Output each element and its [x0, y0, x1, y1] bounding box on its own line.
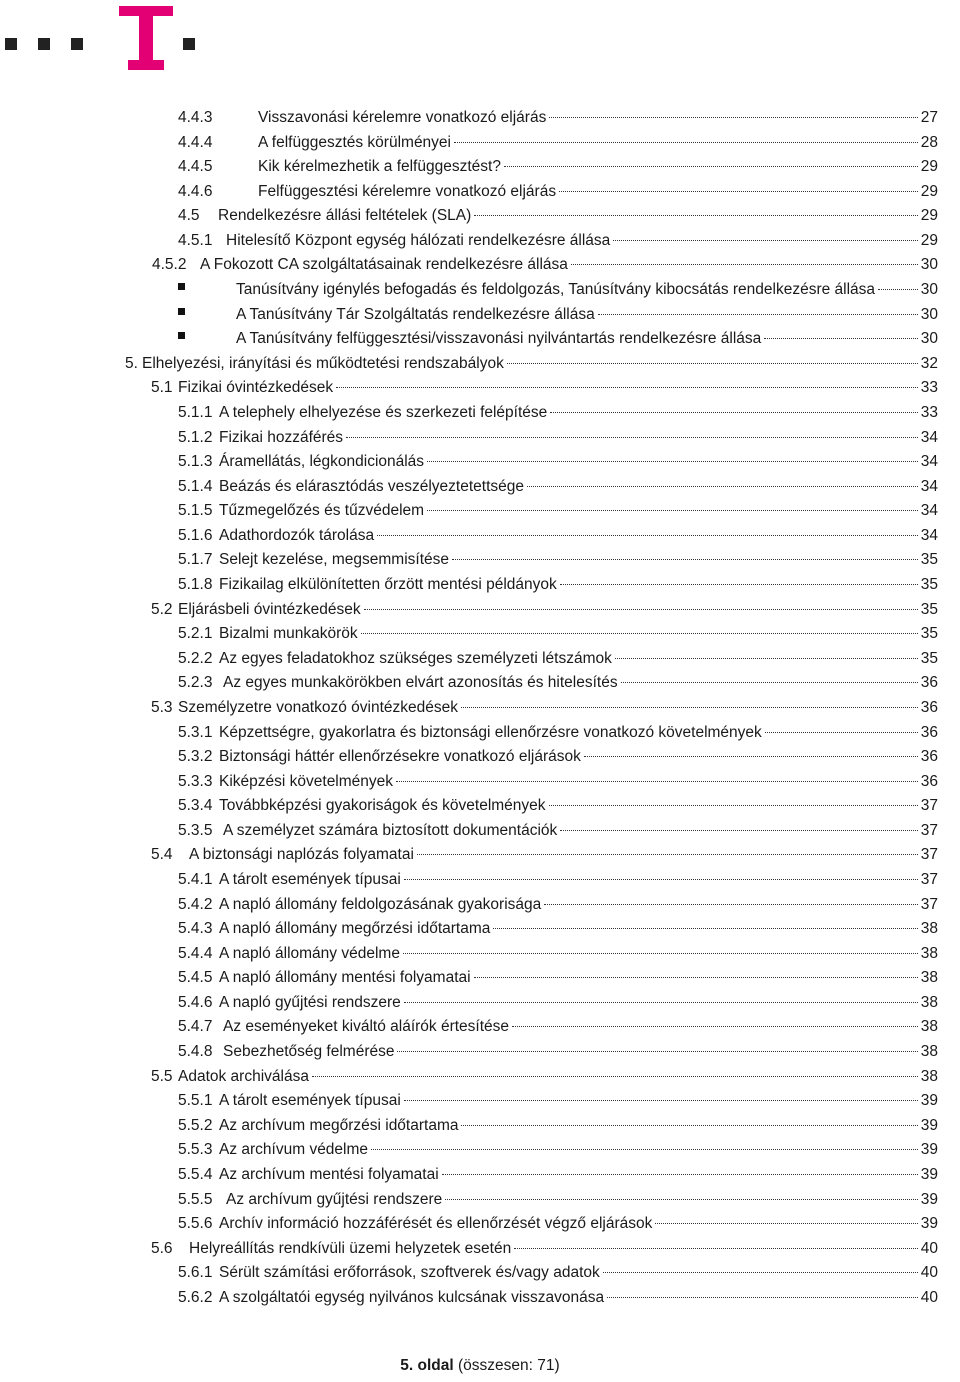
page-footer	[0, 1357, 960, 1375]
toc-entry-title: Képzettségre, gyakorlatra és biztonsági ellenőrzésre vonatkozó követelmények	[219, 723, 762, 741]
dot-leader	[504, 166, 918, 167]
dot-leader	[544, 904, 917, 905]
toc-entry-title: Rendelkezésre állási feltételek (SLA)	[218, 207, 472, 225]
toc-entry[interactable]	[178, 1040, 938, 1064]
bullet-icon	[178, 308, 185, 315]
toc-entry-page: 37	[920, 797, 938, 815]
dot-leader	[559, 191, 918, 192]
logo-dot	[38, 38, 50, 50]
toc-entry-page: 29	[920, 207, 938, 225]
toc-entry[interactable]	[151, 1237, 938, 1261]
toc-entry-page: 35	[920, 551, 938, 569]
toc-entry-title: Személyzetre vonatkozó óvintézkedések	[178, 698, 459, 716]
toc-entry-page: 29	[920, 182, 938, 200]
toc-entry-page: 33	[920, 379, 938, 397]
toc-entry-page: 29	[920, 231, 938, 249]
toc-entry-page: 30	[920, 281, 938, 299]
toc-entry-title: Fizikailag elkülönítetten őrzött mentési példányok	[219, 576, 557, 594]
toc-entry-page: 34	[920, 428, 938, 446]
dot-leader	[461, 707, 918, 708]
toc-entry-title: Selejt kezelése, megsemmisítése	[219, 551, 450, 569]
dot-leader	[560, 584, 918, 585]
toc-entry-page: 29	[920, 158, 938, 176]
dot-leader	[377, 535, 918, 536]
bullet-icon	[178, 332, 185, 339]
dot-leader	[560, 830, 917, 831]
toc-entry[interactable]	[125, 352, 938, 376]
toc-entry-number: 5.4	[151, 846, 173, 864]
dot-leader	[527, 486, 918, 487]
toc-entry-title: Az archívum mentési folyamatai	[219, 1165, 439, 1183]
toc-entry[interactable]	[178, 426, 938, 450]
page-number: 5. oldal	[400, 1357, 454, 1374]
toc-entry[interactable]	[178, 327, 938, 351]
toc-entry-page: 36	[920, 748, 938, 766]
toc-entry-page: 30	[920, 256, 938, 274]
toc-entry-number: 4.5.2	[152, 256, 187, 274]
toc-entry-page: 38	[920, 1067, 938, 1085]
toc-entry-page: 36	[920, 674, 938, 692]
toc-entry[interactable]	[178, 917, 938, 941]
toc-entry-number: 5.4.5	[178, 969, 213, 987]
toc-entry[interactable]	[178, 1138, 938, 1162]
toc-entry-number	[178, 327, 236, 351]
toc-entry-number: 5.5	[151, 1067, 173, 1085]
toc-entry-title: A Tanúsítvány Tár Szolgáltatás rendelkezésre állása	[236, 305, 595, 323]
toc-entry-number: 5.4.8	[178, 1043, 213, 1061]
dot-leader	[445, 1199, 918, 1200]
toc-entry-page: 34	[920, 453, 938, 471]
toc-entry-title: Fizikai óvintézkedések	[178, 379, 334, 397]
toc-entry-number: 5.4.3	[178, 920, 213, 938]
logo-dot	[183, 38, 195, 50]
logo-t-foot	[128, 60, 164, 70]
toc-entry-page: 35	[920, 649, 938, 667]
toc-entry-title: A felfüggesztés körülményei	[258, 133, 451, 151]
toc-entry-page: 39	[920, 1165, 938, 1183]
toc-entry-number	[178, 303, 236, 327]
toc-entry-number: 5.3.2	[178, 748, 213, 766]
logo-dot	[5, 38, 17, 50]
toc-entry-page: 30	[920, 305, 938, 323]
dot-leader	[607, 1297, 918, 1298]
toc-entry-number: 5.1.8	[178, 576, 213, 594]
toc-entry-number: 5.4.7	[178, 1018, 213, 1036]
toc-entry-page: 39	[920, 1215, 938, 1233]
dot-leader	[621, 682, 918, 683]
dot-leader	[615, 658, 918, 659]
toc-entry-number: 5.6	[151, 1239, 173, 1257]
toc-entry-number: 5.1.1	[178, 403, 213, 421]
dot-leader	[550, 412, 917, 413]
dot-leader	[549, 805, 918, 806]
toc-entry-number: 5.2.3	[178, 674, 213, 692]
toc-entry-number: 4.4.3	[178, 109, 213, 126]
toc-entry-number: 5.	[125, 354, 138, 372]
toc-entry-title: Az archívum megőrzési időtartama	[219, 1116, 459, 1134]
toc-entry-page: 37	[920, 895, 938, 913]
toc-entry-number: 5.6.2	[178, 1288, 213, 1306]
toc-entry[interactable]	[178, 155, 938, 179]
dot-leader	[765, 732, 918, 733]
toc-entry-number: 5.1.6	[178, 526, 213, 544]
toc-entry-number: 5.5.4	[178, 1165, 213, 1183]
toc-entry-page: 36	[920, 723, 938, 741]
toc-entry-page: 38	[920, 1043, 938, 1061]
toc-entry-title: A tárolt események típusai	[219, 870, 401, 888]
toc-entry[interactable]	[178, 721, 938, 745]
toc-entry[interactable]	[178, 1163, 938, 1187]
toc-entry[interactable]	[151, 843, 938, 867]
toc-entry-title: A napló állomány feldolgozásának gyakorisága	[219, 895, 542, 913]
toc-entry[interactable]	[178, 278, 938, 302]
toc-entry[interactable]	[178, 1286, 938, 1310]
toc-entry-title: Áramellátás, légkondicionálás	[219, 453, 425, 471]
toc-entry-title: Biztonsági háttér ellenőrzésekre vonatkozó eljárások	[219, 748, 581, 766]
toc-entry[interactable]	[151, 696, 938, 720]
toc-entry[interactable]	[178, 499, 938, 523]
toc-entry-title: A telephely elhelyezése és szerkezeti felépítése	[219, 403, 548, 421]
dot-leader	[452, 559, 918, 560]
toc-entry-title: A szolgáltatói egység nyilvános kulcsának visszavonása	[219, 1288, 605, 1306]
telekom-logo	[0, 0, 200, 80]
toc-entry-title: A Fokozott CA szolgáltatásainak rendelkezésre állása	[200, 256, 568, 274]
toc-entry-title: Tanúsítvány igénylés befogadás és feldolgozás, Tanúsítvány kibocsátás rendelkezésre állása	[236, 281, 876, 299]
toc-entry[interactable]	[178, 303, 938, 327]
toc-entry-title: Elhelyezési, irányítási és működtetési rendszabályok	[142, 354, 504, 372]
toc-entry-page: 39	[920, 1116, 938, 1134]
toc-entry[interactable]	[178, 524, 938, 548]
toc-entry-page: 39	[920, 1190, 938, 1208]
toc-entry-number: 4.5.1	[178, 231, 213, 249]
toc-entry-page: 35	[920, 576, 938, 594]
toc-entry-page: 37	[920, 846, 938, 864]
dot-leader	[603, 1272, 918, 1273]
dot-leader	[417, 854, 918, 855]
toc-entry[interactable]	[178, 106, 938, 130]
toc-entry[interactable]	[178, 1114, 938, 1138]
dot-leader	[427, 461, 918, 462]
toc-entry[interactable]	[178, 868, 938, 892]
toc-entry-number: 5.4.2	[178, 895, 213, 913]
toc-entry-page: 40	[920, 1288, 938, 1306]
toc-entry-title: Sérült számítási erőforrások, szoftverek és/vagy adatok	[219, 1264, 600, 1282]
page-total: (összesen: 71)	[458, 1357, 560, 1374]
toc-entry-number: 5.3.1	[178, 723, 213, 741]
toc-entry-page: 28	[920, 133, 938, 151]
toc-entry[interactable]	[178, 622, 938, 646]
toc-entry-number: 5.1.5	[178, 502, 213, 520]
dot-leader	[403, 953, 918, 954]
toc-entry[interactable]	[151, 598, 938, 622]
toc-entry-title: Az archívum gyűjtési rendszere	[226, 1190, 443, 1208]
toc-entry-title: Adathordozók tárolása	[219, 526, 375, 544]
toc-entry[interactable]	[178, 991, 938, 1015]
toc-entry-title: A Tanúsítvány felfüggesztési/visszavonási nyilvántartás rendelkezésre állása	[236, 330, 762, 348]
toc-entry-number: 4.4.6	[178, 182, 213, 200]
toc-entry-number: 5.1.2	[178, 428, 213, 446]
dot-leader	[371, 1149, 918, 1150]
toc-entry-title: Eljárásbeli óvintézkedések	[178, 600, 361, 618]
toc-entry-title: Bizalmi munkakörök	[219, 625, 358, 643]
toc-entry-title: A napló állomány megőrzési időtartama	[219, 920, 491, 938]
toc-entry[interactable]	[178, 1212, 938, 1236]
toc-entry[interactable]	[178, 1089, 938, 1113]
toc-entry[interactable]	[151, 376, 938, 400]
toc-entry[interactable]	[152, 253, 938, 277]
toc-entry-title: Az egyes munkakörökben elvárt azonosítás és hitelesítés	[223, 674, 618, 692]
toc-entry-page: 34	[920, 502, 938, 520]
toc-entry-page: 37	[920, 870, 938, 888]
toc-entry-page: 38	[920, 993, 938, 1011]
toc-entry-number: 5.5.1	[178, 1092, 213, 1110]
dot-leader	[512, 1026, 918, 1027]
toc-entry-number: 5.5.2	[178, 1116, 213, 1134]
toc-entry-number: 5.5.3	[178, 1141, 213, 1159]
dot-leader	[613, 240, 917, 241]
toc-entry-title: Kik kérelmezhetik a felfüggesztést?	[258, 158, 501, 176]
toc-entry[interactable]	[178, 745, 938, 769]
dot-leader	[584, 756, 918, 757]
toc-entry-number: 5.3.5	[178, 821, 213, 839]
toc-entry-number: 5.4.4	[178, 944, 213, 962]
toc-entry-title: Helyreállítás rendkívüli üzemi helyzetek esetén	[189, 1239, 512, 1257]
toc-entry-page: 38	[920, 969, 938, 987]
toc-entry-page: 35	[920, 600, 938, 618]
toc-entry[interactable]	[178, 204, 938, 228]
dot-leader	[461, 1125, 917, 1126]
dot-leader	[404, 1100, 918, 1101]
toc-entry-page: 39	[920, 1141, 938, 1159]
toc-entry-title: Kiképzési követelmények	[219, 772, 394, 790]
toc-entry[interactable]	[178, 450, 938, 474]
dot-leader	[364, 609, 918, 610]
toc-entry-number: 4.5	[178, 207, 200, 225]
toc-entry-page: 40	[920, 1239, 938, 1257]
toc-entry-page: 37	[920, 821, 938, 839]
toc-entry[interactable]	[178, 573, 938, 597]
dot-leader	[442, 1174, 918, 1175]
toc-entry[interactable]	[178, 893, 938, 917]
toc-entry-number: 5.1	[151, 379, 173, 397]
dot-leader	[878, 289, 918, 290]
toc-entry-number: 5.1.7	[178, 551, 213, 569]
toc-entry-page: 35	[920, 625, 938, 643]
toc-entry-page: 33	[920, 403, 938, 421]
toc-entry-page: 38	[920, 1018, 938, 1036]
toc-entry-number: 5.4.1	[178, 870, 213, 888]
toc-entry-page: 36	[920, 698, 938, 716]
dot-leader	[493, 928, 917, 929]
dot-leader	[549, 117, 917, 118]
toc-entry-title: Továbbképzési gyakoriságok és követelmények	[219, 797, 546, 815]
toc-entry-title: Az egyes feladatokhoz szükséges személyzeti létszámok	[219, 649, 612, 667]
toc-entry[interactable]	[178, 966, 938, 990]
toc-entry[interactable]	[178, 770, 938, 794]
toc-entry-number: 5.2.1	[178, 625, 213, 643]
dot-leader	[474, 215, 917, 216]
toc-entry-number: 5.3.3	[178, 772, 213, 790]
dot-leader	[454, 142, 918, 143]
toc-entry-number: 5.2	[151, 600, 173, 618]
toc-entry[interactable]	[178, 1188, 938, 1212]
dot-leader	[396, 781, 918, 782]
toc-entry[interactable]	[178, 647, 938, 671]
toc-entry-title: Beázás és elárasztódás veszélyeztetettsége	[219, 477, 525, 495]
toc-entry-title: A napló állomány védelme	[219, 944, 400, 962]
dot-leader	[514, 1248, 918, 1249]
dot-leader	[655, 1223, 917, 1224]
dot-leader	[346, 437, 918, 438]
toc-entry[interactable]	[151, 1065, 938, 1089]
toc-entry-number: 5.6.1	[178, 1264, 213, 1282]
toc-entry-number: 5.1.4	[178, 477, 213, 495]
dot-leader	[404, 879, 918, 880]
toc-entry-number: 5.3.4	[178, 797, 213, 815]
dot-leader	[312, 1076, 918, 1077]
dot-leader	[336, 387, 918, 388]
toc-entry[interactable]	[178, 1261, 938, 1285]
dot-leader	[427, 510, 918, 511]
toc-entry-number: 5.5.5	[178, 1190, 213, 1208]
toc-entry-title: Sebezhetőség felmérése	[223, 1043, 395, 1061]
dot-leader	[361, 633, 918, 634]
bullet-icon	[178, 283, 185, 290]
toc-entry[interactable]	[178, 942, 938, 966]
toc-entry[interactable]	[178, 180, 938, 204]
toc-entry-title: Fizikai hozzáférés	[219, 428, 344, 446]
toc-entry-number: 5.2.2	[178, 649, 213, 667]
toc-entry-title: Felfüggesztési kérelemre vonatkozó eljárás	[258, 182, 557, 200]
toc-entry-title: A személyzet számára biztosított dokumentációk	[223, 821, 558, 839]
toc-entry-title: Tűzmegelőzés és tűzvédelem	[219, 502, 425, 520]
toc-entry-page: 34	[920, 477, 938, 495]
toc-entry[interactable]	[178, 548, 938, 572]
toc-entry-title: Visszavonási kérelemre vonatkozó eljárás	[258, 109, 547, 126]
toc-entry-title: A napló állomány mentési folyamatai	[219, 969, 471, 987]
toc-entry-page: 27	[920, 109, 938, 126]
toc-entry[interactable]	[178, 819, 938, 843]
toc-entry-number: 5.3	[151, 698, 173, 716]
toc-entry-page: 38	[920, 920, 938, 938]
toc-entry-number: 4.4.5	[178, 158, 213, 176]
toc-entry-title: Adatok archiválása	[178, 1067, 309, 1085]
dot-leader	[571, 264, 918, 265]
dot-leader	[598, 314, 918, 315]
dot-leader	[397, 1051, 917, 1052]
toc-entry-page: 39	[920, 1092, 938, 1110]
toc-entry-number: 5.1.3	[178, 453, 213, 471]
toc-entry-title: Hitelesítő Központ egység hálózati rendelkezésre állása	[226, 231, 611, 249]
toc-entry-page: 32	[920, 354, 938, 372]
toc-entry[interactable]	[178, 475, 938, 499]
toc-entry-page: 30	[920, 330, 938, 348]
toc-entry-title: A tárolt események típusai	[219, 1092, 401, 1110]
toc-entry-title: Az eseményeket kiváltó aláírók értesítése	[223, 1018, 510, 1036]
toc-entry[interactable]	[178, 1015, 938, 1039]
toc-entry-number: 5.5.6	[178, 1215, 213, 1233]
toc-entry[interactable]	[178, 401, 938, 425]
toc-entry-number	[178, 278, 236, 302]
toc-entry[interactable]	[178, 131, 938, 155]
toc-entry[interactable]	[178, 671, 938, 695]
toc-entry-title: A napló gyűjtési rendszere	[219, 993, 401, 1011]
dot-leader	[404, 1002, 918, 1003]
toc-entry[interactable]	[178, 794, 938, 818]
toc-entry-title: Archív információ hozzáférését és ellenőrzését végző eljárások	[219, 1215, 653, 1233]
dot-leader	[474, 977, 918, 978]
toc-entry-page: 34	[920, 526, 938, 544]
toc-entry-page: 40	[920, 1264, 938, 1282]
toc-entry-page: 38	[920, 944, 938, 962]
toc-entry-page: 36	[920, 772, 938, 790]
dot-leader	[764, 338, 917, 339]
toc-entry-title: A biztonsági naplózás folyamatai	[189, 846, 414, 864]
logo-dot	[71, 38, 83, 50]
dot-leader	[507, 363, 918, 364]
toc-entry-number: 5.4.6	[178, 993, 213, 1011]
toc-entry-title: Az archívum védelme	[219, 1141, 369, 1159]
toc-entry[interactable]	[178, 229, 938, 253]
toc-entry-number: 4.4.4	[178, 133, 213, 151]
